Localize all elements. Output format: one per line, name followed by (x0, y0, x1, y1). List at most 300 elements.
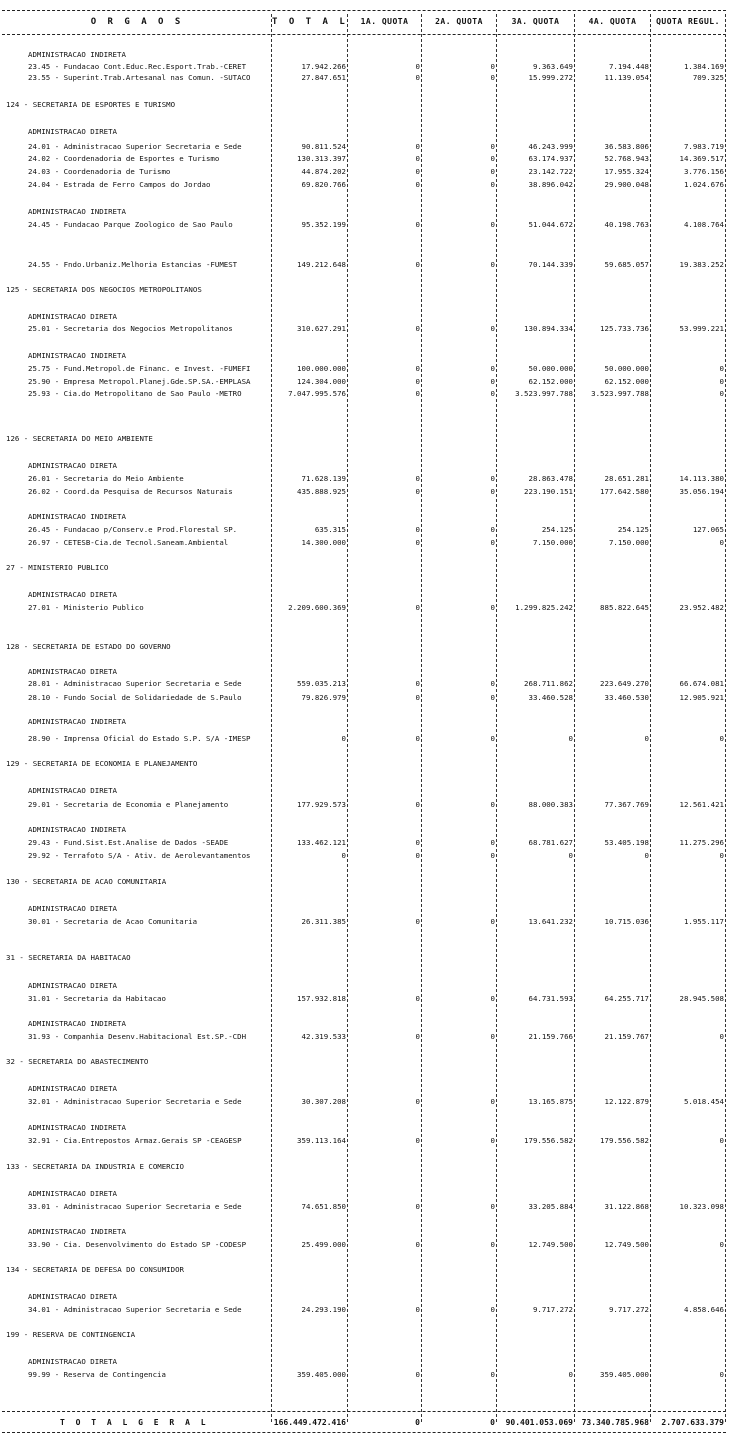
value-quota-2: 0 (490, 800, 495, 809)
total-value-quota-regul: 2.707.633.379 (661, 1418, 724, 1427)
subsection-title: ADMINISTRACAO DIRETA (28, 590, 117, 599)
table-row (0, 524, 729, 535)
value-quota-1: 0 (415, 693, 420, 702)
value-quota-regul: 0 (719, 734, 724, 743)
value-quota-regul: 19.383.252 (679, 260, 724, 269)
subsection-heading-row (0, 589, 729, 600)
subsection-heading-row (0, 666, 729, 677)
value-quota-4: 12.122.879 (604, 1097, 649, 1106)
table-row (0, 537, 729, 548)
header-quota-regul: QUOTA REGUL. (656, 17, 720, 26)
value-quota-4: 50.000.000 (604, 364, 649, 373)
organ-name: 32.91 - Cia.Entrepostos Armaz.Gerais SP -CEAGESP (28, 1136, 242, 1145)
value-quota-2: 0 (490, 364, 495, 373)
value-total: 74.651.850 (301, 1202, 346, 1211)
value-total: 25.499.000 (301, 1240, 346, 1249)
value-total: 42.319.533 (301, 1032, 346, 1041)
value-quota-4: 9.717.272 (608, 1305, 649, 1314)
value-quota-4: 29.900.048 (604, 180, 649, 189)
value-quota-1: 0 (415, 62, 420, 71)
value-quota-1: 0 (415, 838, 420, 847)
subsection-heading-row (0, 1188, 729, 1199)
section-title: 31 - SECRETARIA DA HABITACAO (6, 953, 131, 962)
subsection-heading-row (0, 716, 729, 727)
section-heading-row (0, 99, 729, 110)
table-row (0, 363, 729, 374)
organ-name: 26.45 - Fundacao p/Conserv.e Prod.Florestal SP. (28, 525, 238, 534)
table-row (0, 733, 729, 744)
subsection-heading-row (0, 785, 729, 796)
value-quota-2: 0 (490, 1370, 495, 1379)
table-row (0, 376, 729, 387)
table-row (0, 1369, 729, 1380)
subsection-title: ADMINISTRACAO INDIRETA (28, 50, 126, 59)
organ-name: 29.01 - Secretaria de Economia e Planejamento (28, 800, 229, 809)
value-quota-1: 0 (415, 603, 420, 612)
value-quota-3: 1.299.825.242 (515, 603, 573, 612)
value-quota-2: 0 (490, 167, 495, 176)
subsection-title: ADMINISTRACAO INDIRETA (28, 1227, 126, 1236)
section-heading-row (0, 284, 729, 295)
value-quota-1: 0 (415, 364, 420, 373)
table-row (0, 486, 729, 497)
table-row (0, 179, 729, 190)
table-row (0, 1239, 729, 1250)
value-quota-regul: 0 (719, 1136, 724, 1145)
section-title: 27 - MINISTERIO PUBLICO (6, 563, 109, 572)
value-quota-3: 9.363.649 (532, 62, 573, 71)
header-orgaos: O R G A O S (90, 17, 184, 27)
subsection-heading-row (0, 1083, 729, 1094)
value-quota-1: 0 (415, 142, 420, 151)
value-quota-regul: 14.369.517 (679, 154, 724, 163)
subsection-title: ADMINISTRACAO INDIRETA (28, 717, 126, 726)
value-quota-3: 9.717.272 (532, 1305, 573, 1314)
value-quota-3: 63.174.937 (528, 154, 573, 163)
organ-name: 31.93 - Companhia Desenv.Habitacional Est.SP.-CDH (28, 1032, 247, 1041)
section-heading-row (0, 641, 729, 652)
value-quota-regul: 10.323.098 (679, 1202, 724, 1211)
header-rule (2, 34, 726, 35)
value-quota-regul: 709.325 (692, 73, 724, 82)
subsection-title: ADMINISTRACAO DIRETA (28, 904, 117, 913)
organ-name: 24.55 - Fndo.Urbaniz.Melhoria Estancias -FUMEST (28, 260, 238, 269)
section-title: 124 - SECRETARIA DE ESPORTES E TURISMO (6, 100, 176, 109)
table-row (0, 473, 729, 484)
value-quota-regul: 14.113.380 (679, 474, 724, 483)
section-heading-row (0, 758, 729, 769)
value-quota-1: 0 (415, 1202, 420, 1211)
value-total: 79.826.979 (301, 693, 346, 702)
value-total: 44.874.202 (301, 167, 346, 176)
subsection-title: ADMINISTRACAO INDIRETA (28, 825, 126, 834)
value-quota-3: 64.731.593 (528, 994, 573, 1003)
value-quota-3: 130.894.334 (524, 324, 573, 333)
organ-name: 25.01 - Secretaria dos Negocios Metropolitanos (28, 324, 233, 333)
header-quota-2: 2A. QUOTA (435, 17, 483, 26)
value-quota-regul: 7.983.719 (683, 142, 724, 151)
organ-name: 32.01 - Administracao Superior Secretaria e Sede (28, 1097, 242, 1106)
value-quota-3: 179.556.582 (524, 1136, 573, 1145)
value-quota-1: 0 (415, 180, 420, 189)
subsection-title: ADMINISTRACAO DIRETA (28, 1357, 117, 1366)
value-quota-4: 21.159.767 (604, 1032, 649, 1041)
organ-name: 24.45 - Fundacao Parque Zoologico de Sao Paulo (28, 220, 233, 229)
value-quota-4: 3.523.997.788 (591, 389, 649, 398)
value-quota-1: 0 (415, 1370, 420, 1379)
table-row (0, 259, 729, 270)
value-total: 635.315 (314, 525, 346, 534)
total-top-rule (2, 1411, 726, 1412)
subsection-title: ADMINISTRACAO DIRETA (28, 981, 117, 990)
subsection-title: ADMINISTRACAO INDIRETA (28, 351, 126, 360)
section-heading-row (0, 1161, 729, 1172)
value-quota-regul: 0 (719, 538, 724, 547)
table-row (0, 850, 729, 861)
section-title: 133 - SECRETARIA DA INDUSTRIA E COMERCIO (6, 1162, 184, 1171)
value-quota-4: 53.405.198 (604, 838, 649, 847)
header-total: T O T A L (272, 17, 348, 27)
subsection-heading-row (0, 1122, 729, 1133)
value-total: 27.847.651 (301, 73, 346, 82)
subsection-heading-row (0, 1226, 729, 1237)
value-total: 310.627.291 (297, 324, 346, 333)
top-rule (2, 10, 726, 11)
value-quota-1: 0 (415, 260, 420, 269)
table-row (0, 1135, 729, 1146)
section-heading-row (0, 1056, 729, 1067)
value-quota-3: 21.159.766 (528, 1032, 573, 1041)
value-total: 100.000.000 (297, 364, 346, 373)
total-label: T O T A L G E R A L (60, 1418, 209, 1427)
table-row (0, 1096, 729, 1107)
value-quota-4: 177.642.580 (600, 487, 649, 496)
value-total: 71.628.139 (301, 474, 346, 483)
organ-name: 25.90 - Empresa Metropol.Planej.Gde.SP.SA.-EMPLASA (28, 377, 251, 386)
total-value-quota-4: 73.340.785.968 (581, 1418, 649, 1427)
value-quota-regul: 53.999.221 (679, 324, 724, 333)
table-row (0, 61, 729, 72)
value-total: 0 (341, 734, 346, 743)
value-total: 95.352.199 (301, 220, 346, 229)
value-quota-2: 0 (490, 1202, 495, 1211)
value-quota-regul: 0 (719, 364, 724, 373)
value-quota-3: 46.243.999 (528, 142, 573, 151)
value-quota-2: 0 (490, 324, 495, 333)
organ-name: 25.93 - Cia.do Metropolitano de Sao Paulo -METRO (28, 389, 242, 398)
organ-name: 31.01 - Secretaria da Habitacao (28, 994, 166, 1003)
value-quota-2: 0 (490, 679, 495, 688)
value-quota-3: 33.460.528 (528, 693, 573, 702)
value-quota-4: 12.749.500 (604, 1240, 649, 1249)
value-quota-regul: 12.905.921 (679, 693, 724, 702)
subsection-title: ADMINISTRACAO DIRETA (28, 1189, 117, 1198)
value-quota-regul: 4.858.646 (683, 1305, 724, 1314)
table-row (0, 602, 729, 613)
value-quota-3: 23.142.722 (528, 167, 573, 176)
value-quota-1: 0 (415, 1240, 420, 1249)
section-title: 32 - SECRETARIA DO ABASTECIMENTO (6, 1057, 149, 1066)
section-heading-row (0, 433, 729, 444)
value-quota-2: 0 (490, 994, 495, 1003)
value-quota-4: 359.405.000 (600, 1370, 649, 1379)
value-quota-2: 0 (490, 1136, 495, 1145)
value-quota-1: 0 (415, 679, 420, 688)
section-heading-row (0, 1264, 729, 1275)
subsection-title: ADMINISTRACAO INDIRETA (28, 1123, 126, 1132)
value-total: 69.820.766 (301, 180, 346, 189)
value-quota-4: 62.152.000 (604, 377, 649, 386)
table-row (0, 141, 729, 152)
organ-name: 28.10 - Fundo Social de Solidariedade de S.Paulo (28, 693, 242, 702)
value-quota-4: 77.367.769 (604, 800, 649, 809)
table-row (0, 219, 729, 230)
organ-name: 23.55 - Superint.Trab.Artesanal nas Comun. -SUTACO (28, 73, 251, 82)
value-quota-1: 0 (415, 851, 420, 860)
subsection-heading-row (0, 824, 729, 835)
subsection-title: ADMINISTRACAO DIRETA (28, 1084, 117, 1093)
value-quota-4: 885.822.645 (600, 603, 649, 612)
value-quota-2: 0 (490, 1240, 495, 1249)
value-quota-2: 0 (490, 734, 495, 743)
value-quota-2: 0 (490, 693, 495, 702)
value-total: 130.313.397 (297, 154, 346, 163)
value-quota-1: 0 (415, 377, 420, 386)
value-quota-4: 11.139.054 (604, 73, 649, 82)
header-quota-1: 1A. QUOTA (360, 17, 409, 26)
organ-name: 99.99 - Reserva de Contingencia (28, 1370, 166, 1379)
organ-name: 34.01 - Administracao Superior Secretaria e Sede (28, 1305, 242, 1314)
value-total: 559.035.213 (297, 679, 346, 688)
value-quota-regul: 1.955.117 (683, 917, 724, 926)
value-quota-1: 0 (415, 154, 420, 163)
value-quota-3: 15.999.272 (528, 73, 573, 82)
value-quota-1: 0 (415, 1097, 420, 1106)
value-quota-1: 0 (415, 220, 420, 229)
total-value-total: 166.449.472.416 (273, 1418, 346, 1427)
value-quota-4: 7.150.000 (608, 538, 649, 547)
value-quota-3: 254.125 (541, 525, 573, 534)
subsection-heading-row (0, 903, 729, 914)
table-row (0, 1031, 729, 1042)
value-quota-2: 0 (490, 525, 495, 534)
value-quota-4: 179.556.582 (600, 1136, 649, 1145)
value-quota-1: 0 (415, 167, 420, 176)
value-quota-2: 0 (490, 851, 495, 860)
organ-name: 24.04 - Estrada de Ferro Campos do Jordao (28, 180, 211, 189)
value-total: 124.304.000 (297, 377, 346, 386)
section-title: 134 - SECRETARIA DE DEFESA DO CONSUMIDOR (6, 1265, 184, 1274)
value-quota-4: 64.255.717 (604, 994, 649, 1003)
organ-name: 24.01 - Administracao Superior Secretaria e Sede (28, 142, 242, 151)
value-quota-regul: 1.384.169 (683, 62, 724, 71)
value-quota-4: 36.583.806 (604, 142, 649, 151)
table-row (0, 678, 729, 689)
section-title: 126 - SECRETARIA DO MEIO AMBIENTE (6, 434, 153, 443)
value-quota-1: 0 (415, 538, 420, 547)
value-quota-2: 0 (490, 603, 495, 612)
value-quota-2: 0 (490, 538, 495, 547)
table-row (0, 388, 729, 399)
value-quota-regul: 4.108.764 (683, 220, 724, 229)
value-quota-1: 0 (415, 1136, 420, 1145)
value-quota-2: 0 (490, 487, 495, 496)
value-total: 0 (341, 851, 346, 860)
value-quota-1: 0 (415, 525, 420, 534)
value-quota-regul: 12.561.421 (679, 800, 724, 809)
value-quota-3: 38.896.042 (528, 180, 573, 189)
value-quota-regul: 0 (719, 1370, 724, 1379)
value-quota-3: 51.044.672 (528, 220, 573, 229)
organ-name: 33.01 - Administracao Superior Secretaria e Sede (28, 1202, 242, 1211)
value-quota-3: 70.144.339 (528, 260, 573, 269)
subsection-heading-row (0, 49, 729, 60)
section-heading-row (0, 562, 729, 573)
value-quota-4: 59.685.057 (604, 260, 649, 269)
organ-name: 27.01 - Ministerio Publico (28, 603, 144, 612)
section-heading-row (0, 876, 729, 887)
value-total: 90.811.524 (301, 142, 346, 151)
value-total: 24.293.190 (301, 1305, 346, 1314)
value-total: 157.932.818 (297, 994, 346, 1003)
table-row (0, 1201, 729, 1212)
total-value-quota-3: 90.401.053.069 (505, 1418, 573, 1427)
value-quota-4: 28.651.281 (604, 474, 649, 483)
table-row (0, 153, 729, 164)
value-quota-2: 0 (490, 838, 495, 847)
value-quota-1: 0 (415, 917, 420, 926)
subsection-heading-row (0, 1356, 729, 1367)
table-row (0, 72, 729, 83)
value-quota-1: 0 (415, 994, 420, 1003)
value-quota-4: 223.649.270 (600, 679, 649, 688)
value-quota-1: 0 (415, 1305, 420, 1314)
organ-name: 23.45 - Fundacao Cont.Educ.Rec.Esport.Trab.-CERET (28, 62, 247, 71)
table-row (0, 993, 729, 1004)
value-quota-4: 7.194.448 (608, 62, 649, 71)
subsection-title: ADMINISTRACAO DIRETA (28, 786, 117, 795)
value-quota-regul: 127.065 (692, 525, 724, 534)
organ-name: 28.90 - Imprensa Oficial do Estado S.P. S/A -IMESP (28, 734, 251, 743)
total-row (0, 1417, 729, 1428)
value-quota-1: 0 (415, 324, 420, 333)
organ-name: 25.75 - Fund.Metropol.de Financ. e Invest. -FUMEFI (28, 364, 251, 373)
value-quota-regul: 5.018.454 (683, 1097, 724, 1106)
section-heading-row (0, 952, 729, 963)
table-row (0, 916, 729, 927)
organ-name: 29.43 - Fund.Sist.Est.Analise de Dados -SEADE (28, 838, 229, 847)
subsection-title: ADMINISTRACAO INDIRETA (28, 1019, 126, 1028)
value-quota-3: 0 (568, 734, 573, 743)
value-total: 14.300.000 (301, 538, 346, 547)
table-row (0, 166, 729, 177)
value-quota-regul: 1.024.676 (683, 180, 724, 189)
value-quota-regul: 0 (719, 377, 724, 386)
value-quota-regul: 0 (719, 851, 724, 860)
value-total: 149.212.648 (297, 260, 346, 269)
value-quota-regul: 0 (719, 1032, 724, 1041)
subsection-heading-row (0, 1018, 729, 1029)
table-row (0, 692, 729, 703)
subsection-heading-row (0, 350, 729, 361)
value-total: 435.888.925 (297, 487, 346, 496)
section-title: 129 - SECRETARIA DE ECONOMIA E PLANEJAMENTO (6, 759, 198, 768)
subsection-title: ADMINISTRACAO DIRETA (28, 461, 117, 470)
header-quota-4: 4A. QUOTA (588, 17, 637, 26)
value-quota-2: 0 (490, 1032, 495, 1041)
subsection-title: ADMINISTRACAO DIRETA (28, 667, 117, 676)
subsection-heading-row (0, 126, 729, 137)
subsection-heading-row (0, 460, 729, 471)
value-quota-regul: 23.952.482 (679, 603, 724, 612)
value-total: 7.047.995.576 (288, 389, 346, 398)
value-quota-3: 13.165.875 (528, 1097, 573, 1106)
value-quota-1: 0 (415, 1032, 420, 1041)
subsection-heading-row (0, 311, 729, 322)
value-quota-3: 50.000.000 (528, 364, 573, 373)
value-quota-1: 0 (415, 73, 420, 82)
value-quota-4: 17.955.324 (604, 167, 649, 176)
table-row (0, 323, 729, 334)
value-quota-2: 0 (490, 220, 495, 229)
value-quota-3: 7.150.000 (532, 538, 573, 547)
subsection-title: ADMINISTRACAO DIRETA (28, 127, 117, 136)
value-quota-4: 31.122.868 (604, 1202, 649, 1211)
section-title: 130 - SECRETARIA DE ACAO COMUNITARIA (6, 877, 167, 886)
value-quota-3: 68.781.627 (528, 838, 573, 847)
value-quota-4: 125.733.736 (600, 324, 649, 333)
value-total: 177.929.573 (297, 800, 346, 809)
subsection-heading-row (0, 980, 729, 991)
organ-name: 29.92 - Terrafoto S/A - Ativ. de Aerolevantamentos (28, 851, 251, 860)
value-quota-regul: 28.945.508 (679, 994, 724, 1003)
value-quota-2: 0 (490, 1097, 495, 1106)
value-quota-2: 0 (490, 389, 495, 398)
value-total: 359.405.000 (297, 1370, 346, 1379)
value-quota-2: 0 (490, 73, 495, 82)
value-quota-2: 0 (490, 917, 495, 926)
value-quota-2: 0 (490, 180, 495, 189)
value-quota-3: 3.523.997.788 (515, 389, 573, 398)
organ-name: 24.02 - Coordenadoria de Esportes e Turismo (28, 154, 220, 163)
subsection-title: ADMINISTRACAO DIRETA (28, 1292, 117, 1301)
total-bottom-rule (2, 1432, 726, 1433)
value-quota-2: 0 (490, 62, 495, 71)
value-quota-regul: 0 (719, 1240, 724, 1249)
total-value-quota-2: 0 (490, 1418, 495, 1427)
value-quota-3: 0 (568, 851, 573, 860)
table-row (0, 837, 729, 848)
organ-name: 24.03 - Coordenadoria de Turismo (28, 167, 171, 176)
value-quota-regul: 0 (719, 389, 724, 398)
value-quota-2: 0 (490, 154, 495, 163)
value-quota-4: 10.715.036 (604, 917, 649, 926)
subsection-title: ADMINISTRACAO DIRETA (28, 312, 117, 321)
value-quota-1: 0 (415, 734, 420, 743)
value-quota-2: 0 (490, 377, 495, 386)
section-title: 199 - RESERVA DE CONTINGENCIA (6, 1330, 136, 1339)
value-total: 2.209.600.369 (288, 603, 346, 612)
value-total: 17.942.266 (301, 62, 346, 71)
value-quota-3: 13.641.232 (528, 917, 573, 926)
section-title: 128 - SECRETARIA DE ESTADO DO GOVERNO (6, 642, 171, 651)
value-quota-1: 0 (415, 800, 420, 809)
organ-name: 26.97 - CETESB-Cia.de Tecnol.Saneam.Ambiental (28, 538, 229, 547)
value-quota-regul: 35.056.194 (679, 487, 724, 496)
table-row (0, 1304, 729, 1315)
value-quota-regul: 3.776.156 (683, 167, 724, 176)
value-quota-3: 28.863.478 (528, 474, 573, 483)
